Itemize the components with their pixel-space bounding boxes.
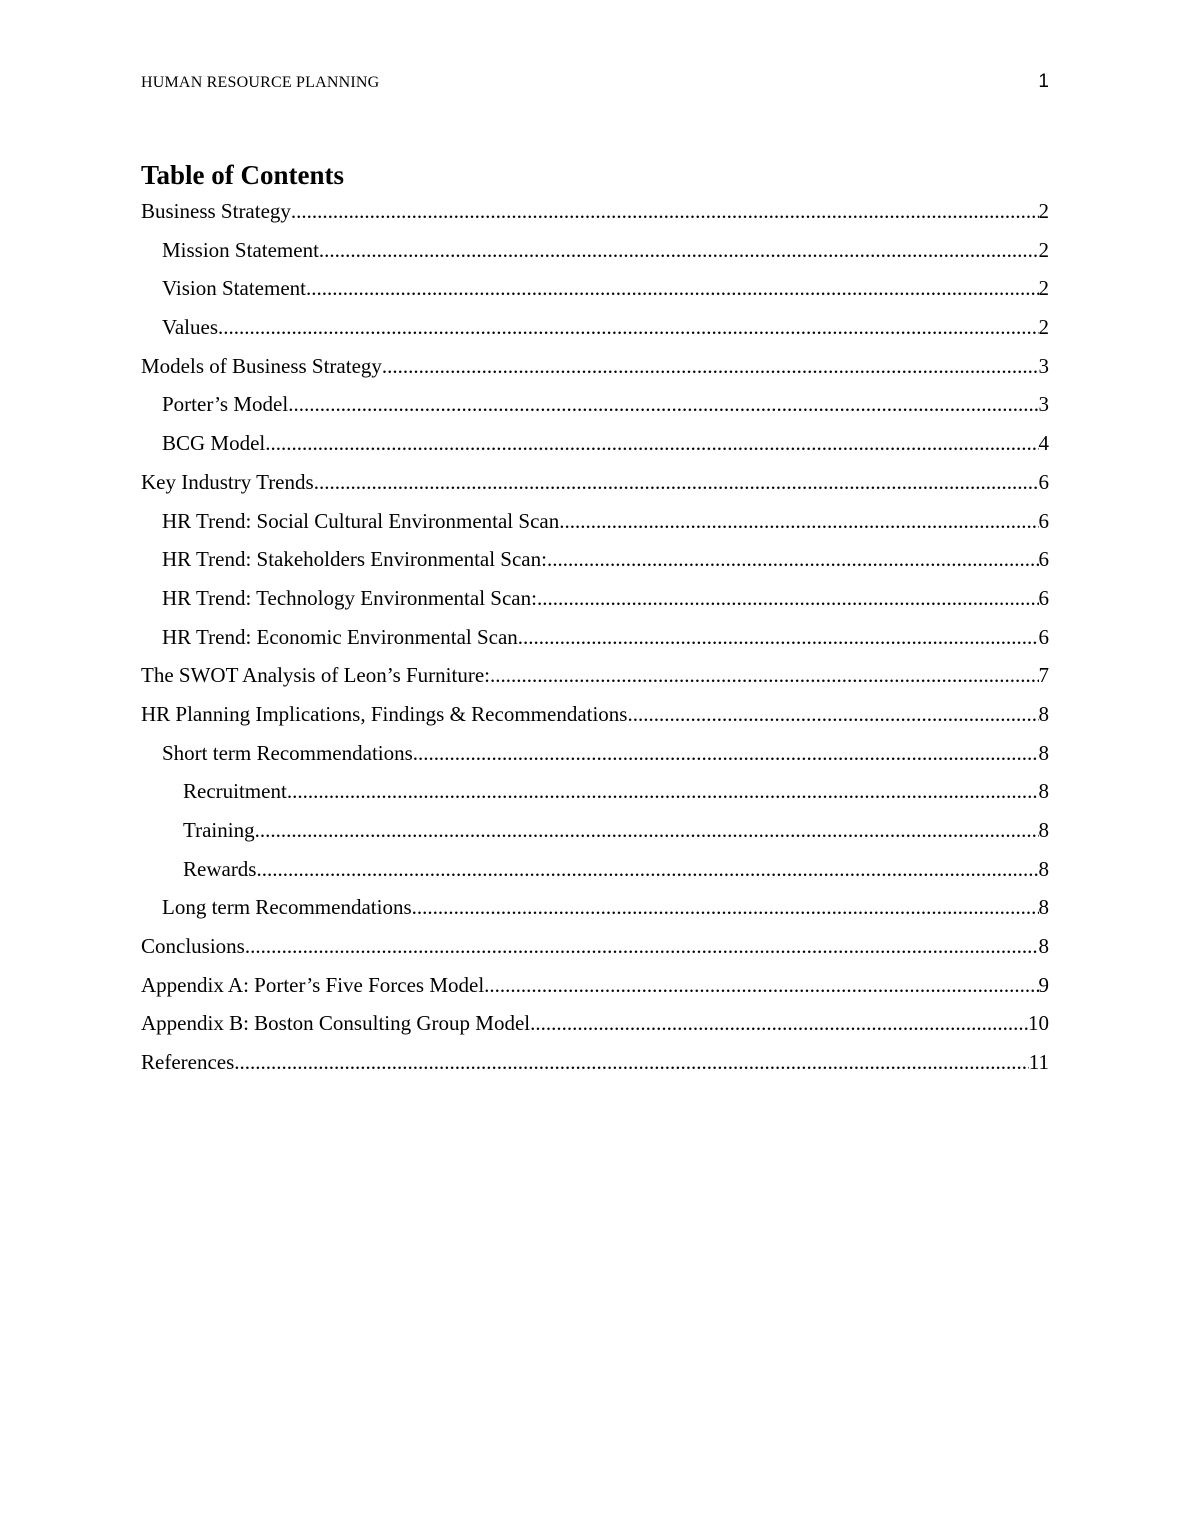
toc-entry[interactable] <box>141 308 1049 347</box>
toc-entry[interactable] <box>141 502 1049 541</box>
toc-entry-label: Appendix A: Porter’s Five Forces Model <box>141 966 484 1005</box>
toc-entry-label: Mission Statement <box>162 231 319 270</box>
toc-entry[interactable] <box>141 888 1049 927</box>
page-number: 1 <box>1038 71 1049 92</box>
toc-entry-label: HR Trend: Stakeholders Environmental Scan: <box>162 540 547 579</box>
toc-entry-page: 3 <box>1038 353 1049 378</box>
toc-entry-label: HR Planning Implications, Findings & Recommendations <box>141 695 627 734</box>
toc-entry-page: 6 <box>1038 624 1049 649</box>
toc-dot-leader <box>537 579 1039 618</box>
toc-entry-label: Training <box>183 811 255 850</box>
toc-entry[interactable] <box>141 269 1049 308</box>
toc-entry-page: 7 <box>1038 663 1049 688</box>
toc-entry-label: Short term Recommendations <box>162 734 413 773</box>
toc-entry[interactable] <box>141 695 1049 734</box>
toc-entry-label: References <box>141 1043 234 1082</box>
toc-entry-label: Long term Recommendations <box>162 888 412 927</box>
toc-dot-leader <box>245 927 1039 966</box>
toc-entry[interactable] <box>141 927 1049 966</box>
toc-entry-page: 6 <box>1038 508 1049 533</box>
toc-entry-page: 8 <box>1038 740 1049 765</box>
toc-entry[interactable] <box>141 811 1049 850</box>
toc-entry[interactable] <box>141 385 1049 424</box>
toc-dot-leader <box>265 424 1038 463</box>
toc-entry-label: HR Trend: Economic Environmental Scan <box>162 618 518 657</box>
toc-dot-leader <box>627 695 1038 734</box>
toc-entry[interactable] <box>141 618 1049 657</box>
toc-entry[interactable] <box>141 966 1049 1005</box>
toc-entry-label: Vision Statement <box>162 269 306 308</box>
toc-dot-leader <box>319 231 1039 270</box>
toc-entry-page: 8 <box>1038 701 1049 726</box>
toc-dot-leader <box>490 656 1039 695</box>
toc-entry-page: 6 <box>1038 585 1049 610</box>
toc-entry-page: 8 <box>1038 779 1049 804</box>
toc-entry[interactable] <box>141 540 1049 579</box>
toc-dot-leader <box>287 772 1039 811</box>
toc-dot-leader <box>291 192 1039 231</box>
toc-dot-leader <box>484 966 1038 1005</box>
toc-entry-page: 9 <box>1038 972 1049 997</box>
toc-entry-label: HR Trend: Social Cultural Environmental Scan <box>162 502 559 541</box>
toc-title: Table of Contents <box>141 160 345 190</box>
toc-entry-page: 8 <box>1038 818 1049 842</box>
toc-entry-page: 2 <box>1038 199 1049 223</box>
toc-entry[interactable] <box>141 424 1049 463</box>
toc-entry-label: Business Strategy <box>141 192 291 231</box>
toc-entry-label: HR Trend: Technology Environmental Scan: <box>162 579 537 618</box>
toc-entry-page: 6 <box>1038 469 1049 494</box>
toc-entry-page: 2 <box>1038 237 1049 262</box>
toc-entry-page: 11 <box>1028 1050 1049 1075</box>
toc-entry[interactable] <box>141 772 1049 811</box>
toc-dot-leader <box>256 850 1038 889</box>
toc-entry[interactable] <box>141 579 1049 618</box>
toc-entry-label: BCG Model <box>162 424 265 463</box>
toc-entry-page: 8 <box>1038 895 1049 920</box>
toc-dot-leader <box>218 308 1039 347</box>
toc-entry[interactable] <box>141 850 1049 889</box>
toc-entry-label: Key Industry Trends <box>141 463 314 502</box>
toc-entry-label: Appendix B: Boston Consulting Group Model <box>141 1004 530 1043</box>
toc-entry-label: Recruitment <box>183 772 287 811</box>
toc-entry-page: 2 <box>1038 276 1049 301</box>
toc-entry-page: 4 <box>1038 431 1049 456</box>
toc-entry-page: 6 <box>1038 547 1049 572</box>
toc-entry[interactable] <box>141 192 1049 231</box>
toc-entry-label: The SWOT Analysis of Leon’s Furniture: <box>141 656 490 695</box>
toc-entry-page: 3 <box>1038 392 1049 417</box>
toc-entry-label: Models of Business Strategy <box>141 347 382 386</box>
toc-entry-label: Rewards <box>183 850 256 889</box>
toc-entry-label: Conclusions <box>141 927 245 966</box>
toc-entry[interactable] <box>141 463 1049 502</box>
toc-entry[interactable] <box>141 734 1049 773</box>
toc-entry-page: 2 <box>1038 315 1049 340</box>
toc-entry[interactable] <box>141 1043 1049 1082</box>
toc-dot-leader <box>288 385 1038 424</box>
toc-dot-leader <box>547 540 1039 579</box>
toc-dot-leader <box>382 347 1039 386</box>
toc-dot-leader <box>530 1004 1028 1043</box>
toc-list <box>141 192 1049 1082</box>
toc-entry[interactable] <box>141 231 1049 270</box>
toc-dot-leader <box>518 618 1039 657</box>
toc-dot-leader <box>314 463 1039 502</box>
toc-dot-leader <box>306 269 1039 308</box>
toc-dot-leader <box>255 811 1039 850</box>
toc-dot-leader <box>559 502 1038 541</box>
toc-entry-page: 8 <box>1038 934 1049 959</box>
toc-entry-label: Values <box>162 308 218 347</box>
toc-dot-leader <box>234 1043 1028 1082</box>
toc-entry-label: Porter’s Model <box>162 385 288 424</box>
toc-entry[interactable] <box>141 347 1049 386</box>
toc-entry[interactable] <box>141 656 1049 695</box>
toc-entry-page: 8 <box>1038 856 1049 881</box>
toc-entry-page: 10 <box>1028 1011 1049 1036</box>
toc-dot-leader <box>413 734 1039 773</box>
running-head: HUMAN RESOURCE PLANNING <box>141 74 380 91</box>
toc-entry[interactable] <box>141 1004 1049 1043</box>
toc-dot-leader <box>412 888 1039 927</box>
